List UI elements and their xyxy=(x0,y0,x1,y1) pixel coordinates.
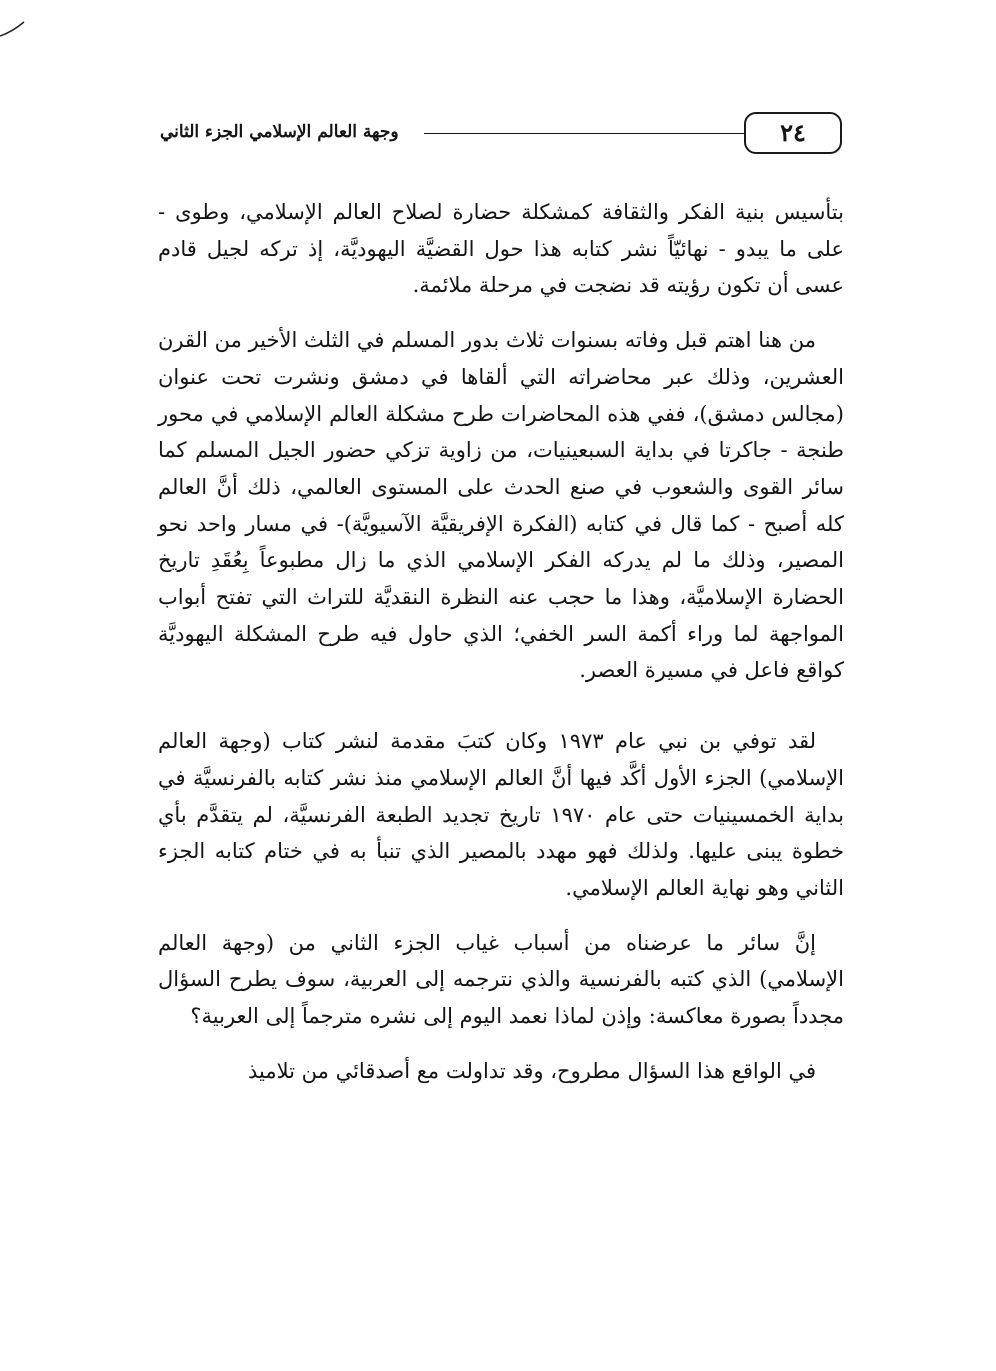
body-text xyxy=(158,194,844,1107)
paragraph-4: إنَّ سائر ما عرضناه من أسباب غياب الجزء الثاني من (وجهة العالم الإسلامي) الذي كتبه بالفرنسية والذي نترجمه إلى العربية، سوف يطرح السؤال مجدداً بصورة معاكسة: وإذن لماذا نعمد اليوم إلى نشره مترجماً إلى العربية؟ xyxy=(158,930,844,1029)
paragraph-2: من هنا اهتم قبل وفاته بسنوات ثلاث بدور المسلم في الثلث الأخير من القرن العشرين، وذلك عبر محاضراته التي ألقاها في دمشق ونشرت تحت عنوان (مجالس دمشق)، ففي هذه المحاضرات طرح مشكلة العالم الإسلامي في محور طنجة - جاكرتا في بداية السبعينيات، من زاوية تزكي حضور الجيل المسلم كما سائر القوى والشعوب في صنع الحدث على المستوى العالمي، ذلك أنَّ العالم كله أصبح - كما قال في كتابه (الفكرة الإفريقيَّة الآسيويَّة)- في مسار واحد نحو المصير، وذلك ما لم يدركه الفكر الإسلامي الذي ما زال مطبوعاً بِعُقَدِ تاريخ الحضارة الإسلاميَّة، وهذا ما حجب عنه النظرة النقديَّة للتراث التي تفتح أبواب المواجهة لما وراء أكمة السر الخفي؛ الذي حاول فيه طرح المشكلة اليهوديَّة كواقع فاعل في مسيرة العصر. xyxy=(158,328,844,683)
header-rule xyxy=(424,133,746,134)
running-head xyxy=(160,112,842,156)
paragraph-5: في الواقع هذا السؤال مطروح، وقد تداولت مع أصدقائي من تلاميذ xyxy=(248,1058,816,1083)
scan-edge-mark xyxy=(0,14,30,44)
paragraph-3: لقد توفي بن نبي عام ١٩٧٣ وكان كتبَ مقدمة لنشر كتاب (وجهة العالم الإسلامي) الجزء الأول أكَّد فيها أنَّ العالم الإسلامي منذ نشر كتابه بالفرنسيَّة في بداية الخمسينيات حتى عام ١٩٧٠ تاريخ تجديد الطبعة الفرنسيَّة، لم يتقدَّم بأي خطوة يبنى عليها. ولذلك فهو مهدد بالمصير الذي تنبأ به في ختام كتابه الجزء الثاني وهو نهاية العالم الإسلامي. xyxy=(158,729,844,900)
page-number: ٢٤ xyxy=(744,112,842,154)
running-title: وجهة العالم الإسلامي الجزء الثاني xyxy=(160,122,399,142)
paragraph-1: بتأسيس بنية الفكر والثقافة كمشكلة حضارة لصلاح العالم الإسلامي، وطوى - على ما يبدو - نهائيّاً نشر كتابه هذا حول القضيَّة اليهوديَّة، إذ تركه لجيل قادم عسى أن تكون رؤيته قد نضجت في مرحلة ملائمة. xyxy=(158,200,844,298)
